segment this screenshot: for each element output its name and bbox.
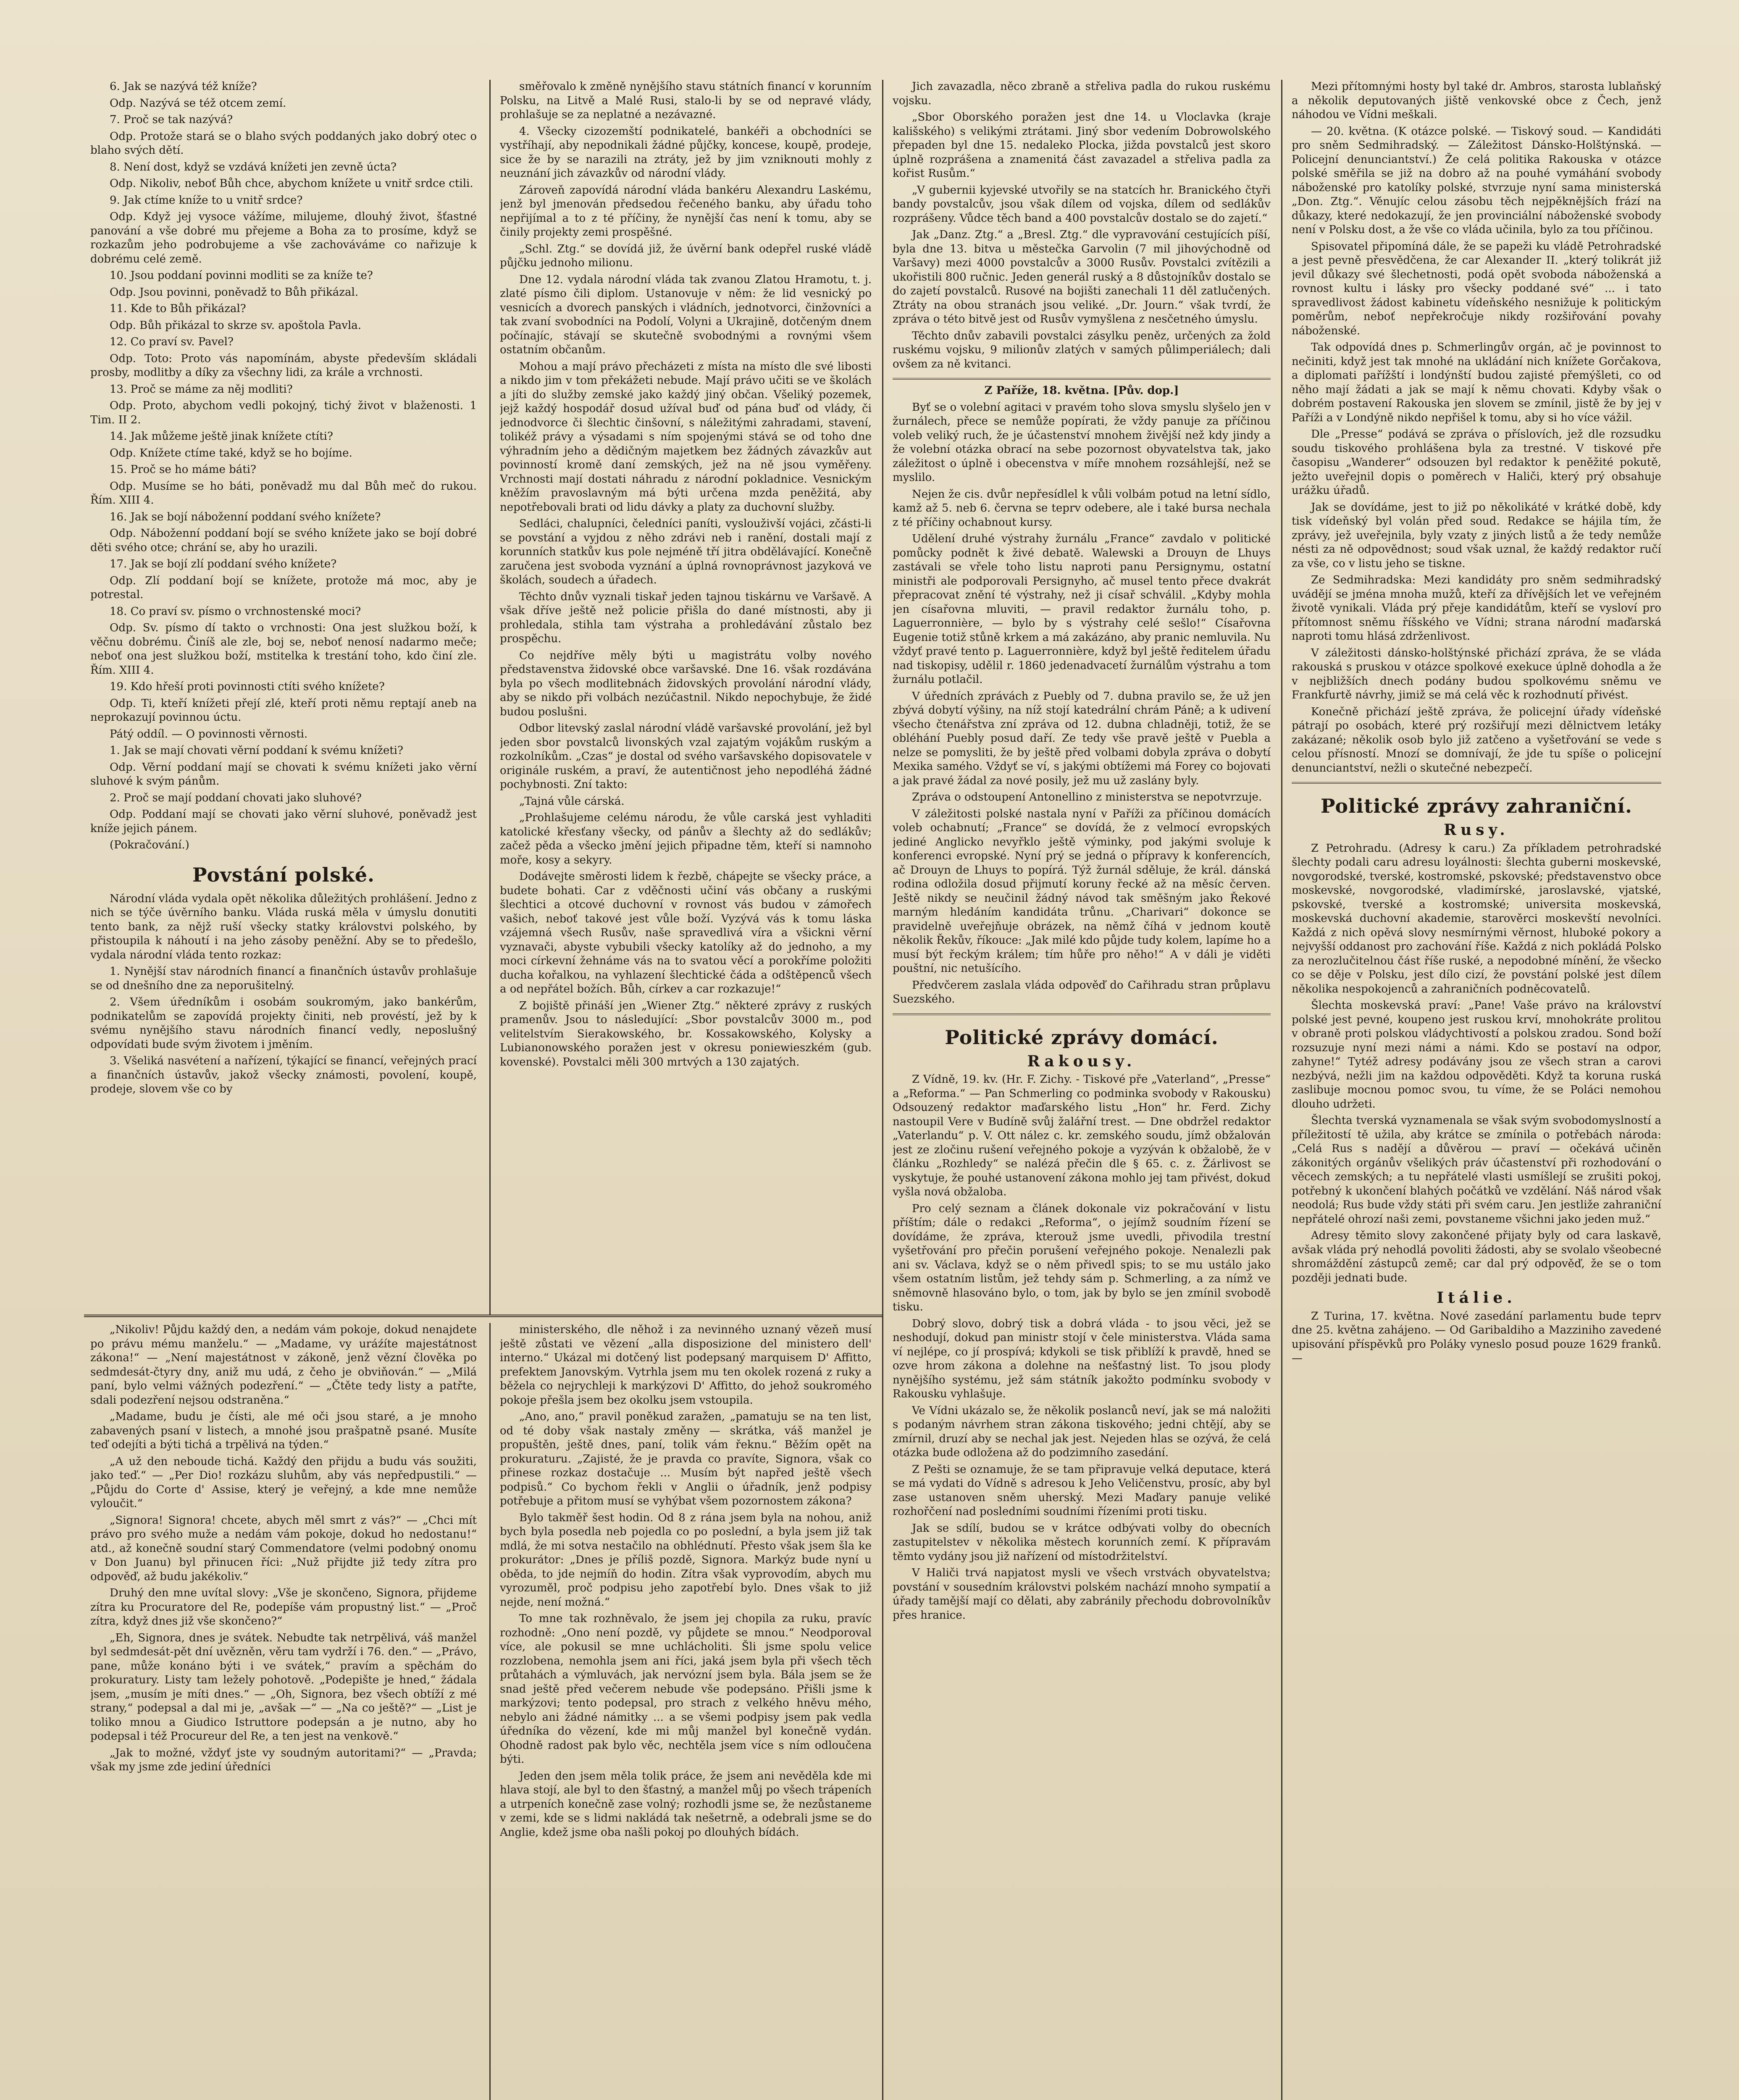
paragraph: Z bojiště přináší jen „Wiener Ztg.“ některé zprávy z ruských pramenův. Jsou to následující: „Sbor povstalcův 3000 m., pod velitelstvím Sierakowského, br. Kossakowského, Kolysky a Lubianonowského poražen jest v okresu poniewieszkém (gub. kovenské). Povstalci měli 300 mrtvých a 130 zajatých.	[500, 999, 872, 1068]
column-3	[893, 80, 1271, 2100]
feuilleton-middle-text	[500, 1323, 872, 1840]
paragraph: Odp. Protože stará se o blaho svých poddaných jako dobrý otec o blaho svých dětí.	[90, 130, 477, 157]
paragraph: Dodávejte směrosti lidem k řezbě, chápejte se všecky práce, a budete bohati. Car z vděčnosti učiní vás občany a ruskými šlechtici a otcové duchovní v rovnost vás budou v zámořech vašich, neboť takové jest vůle boží. Vyzývá vás k tomu láska vzájemná všech Rusův, naše spravedlivá víra a všickni věrní vyznavači, abyste vybubili všecky katolíky až do jednoho, a my moci církevní žehnáme vás na to svatou věcí a porokříme položiti ducha kořalkou, na vyhlazení šlechtické čáda a odštěpenců všech a od nepřátel božích. Bůh, církev a car rozkazuje!“	[500, 870, 872, 995]
paragraph: Z Petrohradu. (Adresy k caru.) Za příkladem petrohradské šlechty podali caru adresu loyálnosti: šlechta guberni moskevské, novgorodské, tverské, kostromské, pskovské; představenstvo obce moskevské, novgorodské, vladimírské, jaroslavské, vjatské, pskovské, tverské a kostromské; universita moskevská, moskevská duchovní akademie, starověrci moskevští nevolníci. Každá z nich opěvá slovy nesmírnými věrnost, hluboké pokory a nejvyšší oddanost pro zachování říše. Každá z nich pokládá Polsko za nerozlučitelnou část říše ruské, a nepodobné mínění, že všecko co se děje v Polsku, jest dílo cizí, že povstání polské jest dílem několika nespokojenců a zahraničních podněcovatelů.	[1292, 842, 1661, 995]
paragraph: Odp. Náboženní poddaní bojí se svého knížete jako se bojí dobré děti svého otce; chrání se, aby ho urazili.	[90, 527, 477, 554]
paragraph: Odp. Sv. písmo dí takto o vrchnosti: Ona jest služkou boží, k věčnu dobrému. Činíš ale zle, boj se, neboť nenosí nadarmo meče; neboť ona jest služkou boží, mstitelka k trestání toho, kdo činí zle. Řím. XIII 4.	[90, 622, 477, 677]
subheading-italie: Itálie.	[1437, 1289, 1516, 1307]
paragraph: „Tajná vůle cárská.	[519, 795, 625, 808]
paragraph: 14. Jak můžeme ještě jinak knížete ctíti?	[110, 430, 333, 443]
paragraph: Ve Vídni ukázalo se, že několik poslanců neví, jak se má naložiti s podaným návrhem stran zákona tiskového; jedni chtějí, aby se zmírnil, druzí aby se nechal jak jest. Nejeden hlas se ozývá, že celá otázka bude odložena až do podzimního zasedání.	[893, 1404, 1271, 1459]
paris-report	[893, 401, 1271, 1007]
column-2	[500, 80, 872, 1306]
paragraph: Druhý den mne uvítal slovy: „Vše je skončeno, Signora, přijdeme zítra ku Procuratore del Re, podepíše vám propustný list.“ — „Proč zítra, když dnes již vše skončeno?“	[90, 1587, 477, 1628]
paragraph: Byť se o volební agitaci v pravém toho slova smyslu slyšelo jen v žurnálech, přece se nemůže popírati, že vždy panuje za příčinou voleb veliký ruch, že je účastenství mnohem živější než kdy jindy a že volební otázka obrací na sebe pozornost obyvatelstva tak, jako záležitost o úplně i obecenstva v míře mnohem rozsáhlejší, než se myslilo.	[893, 401, 1271, 484]
paragraph: 11. Kde to Bůh přikázal?	[110, 302, 246, 315]
paragraph: Odp. Jsou povinni, poněvadž to Bůh přikázal.	[110, 286, 359, 299]
paragraph: Odp. Toto: Proto vás napomínám, abyste především skládali prosby, modlitby a díky za všechny lidi, za krále a vrchnosti.	[90, 352, 477, 379]
italy-report	[1292, 1310, 1661, 1366]
paragraph: Ze Sedmihradska: Mezi kandidáty pro sněm sedmihradský uvádějí se jména mnoha mužů, kteří za dřívějších let ve veřejném životě vynikali. Vláda prý přeje kandidátům, kteří se vysloví pro přítomnost sněmu říšského ve Vídni; strana národní maďarská naproti tomu hlásá zdrženlivost.	[1292, 574, 1661, 643]
paragraph: „Ano, ano,“ pravil poněkud zaražen, „pamatuju se na ten list, od té doby však nastaly změny — skrátka, váš manžel je propuštěn, ještě dnes, paní, tolik vám řeknu.“ Běžím opět na prokuraturu. „Zajisté, že je pravda co pravíte, Signora, však co přinese rozkaz dostačuje ... Musím být napřed ještě všech podpisů.“ Co bychom řekli v Anglii o úřadník, jenž podpisy potřebuje a přitom musí se vyhýbat všem pozornostem zákona?	[500, 1410, 872, 1507]
povstani-end	[893, 80, 1271, 371]
paragraph: 16. Jak se bojí náboženní poddaní svého knížete?	[110, 510, 381, 523]
paragraph: Šlechta moskevská praví: „Pane! Vaše právo na království polské jest pevné, koupeno jest ruskou krví, mnohokráte prolitou v obraně proti polskou vládychtivostí a polskou zradou. Sond boží rozsuzuje nyní mezi námi a námi. Kdo se postaví na odpor, zahyne!“ Tytéž adresy podávány jsou ze všech stran a carovi nezbývá, nežli jim na každou odpověděti. Když ta koruna ruská zaslibuje mocnou pomoc svou, tu víme, že se Poláci nemohou dlouho udržeti.	[1292, 999, 1661, 1110]
paragraph: Odp. Poddaní mají se chovati jako věrní sluhové, poněvadž jest kníže jejich pánem.	[90, 808, 477, 835]
paragraph: Udělení druhé výstrahy žurnálu „France“ zavdalo v politické pomůcky podnět k živé debatě. Walewski a Drouyn de Lhuys zastávali se vřele toho listu naproti panu Persignymu, ostatní ministři ale podporovali Persignyho, ač musel tento přece dvakrát přepracovat znění té výstrahy, než ji císař schválil. „Kdyby mohla jen císařovna mluviti, — pravil redaktor žurnálu toho, p. Laguerronnière, — bylo by s výstrahy celé sešlo!“ Císařovna Eugenie totiž stůně krkem a má zakázáno, aby pranic nemluvila. Nu vždyť pravé tento p. Laguerronnière, když byl ještě ředitelem úřadu nad tiskopisy, udělil r. 1860 jedenadvacetí žurnálům výstrahu a tom žurnálu potlačil.	[893, 533, 1271, 686]
section-heading-povstani: Povstání polské.	[192, 863, 375, 886]
paragraph: Odp. Nikoliv, neboť Bůh chce, abychom knížete u vnitř srdce ctili.	[110, 177, 473, 190]
paragraph: 7. Proč se tak nazývá?	[110, 113, 233, 126]
paragraph: Dne 12. vydala národní vláda tak zvanou Zlatou Hramotu, t. j. zlaté písmo čili diplom. Ustanovuje v něm: že lid vesnický po vesnicích a dvorech panských i vládních, jednotvorci, činžovníci a tak zvaní svobodníci na Podolí, Volyni a Ukrajině, dotčeným dnem počínajíc, stávají se skutečně svobodnými a rovnými všem ostatním občanům.	[500, 273, 872, 356]
divider	[893, 378, 1271, 380]
povstani-text	[90, 892, 477, 1097]
domestic-report	[893, 1073, 1271, 1622]
paragraph: 13. Proč se máme za něj modliti?	[110, 383, 293, 396]
column-rule-2	[882, 80, 883, 2100]
paragraph: Těchto dnův zabavili povstalci zásylku peněz, určených za žold ruskému vojsku, 9 milionův zlatých v samých půlimperiálech; dali ovšem za ně kvitanci.	[893, 329, 1271, 370]
paragraph: Pátý oddíl. — O povinnosti věrnosti.	[110, 727, 308, 740]
paragraph: 19. Kdo hřeší proti povinnosti ctíti svého knížete?	[110, 680, 385, 693]
paragraph: Adresy těmito slovy zakončené přijaty byly od cara laskavě, avšak vláda prý nehodlá povoliti žádosti, aby se svolalo všeobecné shromáždění zástupců země; car dal prý odpověď, že se o tom později jednati bude.	[1292, 1229, 1661, 1284]
paragraph: 12. Co praví sv. Pavel?	[110, 336, 234, 348]
paragraph: Dle „Presse“ podává se zpráva o příslovích, jež dle rozsudku soudu tiskového prohlášena byla za trestné. V tiskové pře časopisu „Wanderer“ odsouzen byl redaktor k peněžité pokutě, ježto uveřejnil dopis o poměrech v Haliči, který prý obsahuje urážku úřadů.	[1292, 428, 1661, 497]
paragraph: Odp. Knížete ctíme také, když se ho bojíme.	[110, 446, 352, 459]
paragraph: Jak se sdílí, budou se v krátce odbývati volby do obecních zastupitelstev v několika městech korunních zemí. K přípravám těmto vydány jsou již nařízení od místodržitelství.	[893, 1522, 1271, 1563]
paragraph: 10. Jsou poddaní povinni modliti se za kníže te?	[110, 269, 373, 282]
paragraph: Sedláci, chalupníci, čeledníci paníti, vyslouživší vojáci, zčásti-li se povstání a vyjdou z něho zdrávi neb i ranění, dostali mají z korunních statkův kus pole nejméně tří jitra obdělávající. Konečně zaručena jest svoboda vyznání a úplná rovnoprávnost jazyková ve školách, soudech a úřadech.	[500, 517, 872, 586]
feuilleton-middle	[500, 1323, 872, 2100]
paragraph: Národní vláda vydala opět několika důležitých prohlášení. Jedno z nich se týče úvěrního banku. Vláda ruská měla v úmyslu donutiti tento bank, za nějž ruší všecky statky královstvi polského, by přistoupila k náhoutí i na jeho zásoby peněžní. Aby se to předešlo, vydala národní vláda tento rozkaz:	[90, 892, 477, 961]
paragraph: Šlechta tverská vyznamenala se však svým svobodomyslností a příležitostí tě užila, aby krátce se zmínila o potřebách národa: „Celá Rus s nadějí a důvěrou — praví — očekává učiněn zákonitých orgánův všelikých práv účastenství při rozhodování o věcech zemských; a tu nepřátelé vlasti usmíšlejí se zrušiti pokoj, potřebný k ukončení blahých počátků ve vzdělání. Náš národ však neodolá; Rus bude vždy státi při svém caru. Jen jestliže zahraniční nepřátelé ohrozí naši zemi, povstaneme všichni jako jeden muž.“	[1292, 1114, 1661, 1226]
paragraph: Dobrý slovo, dobrý tisk a dobrá vláda - to jsou věci, jež se neshodují, dokud pan ministr stojí v čele ministerstva. Vláda sama ví nejlépe, co jí prospívá; kdykoli se tisk přiblíží k pravdě, hned se ozve hrom zákona a dolehne na nešťastný list. To jsou plody nynějšího systému, jež sám státník jakožto podmínku svobody v Rakousku vyhlašuje.	[893, 1317, 1271, 1400]
feuilleton-left	[90, 1323, 477, 2100]
paragraph: Zpráva o odstoupení Antonellino z ministerstva se nepotvrzuje.	[912, 791, 1262, 803]
paragraph: 17. Jak se bojí zlí poddaní svého knížete?	[110, 558, 337, 570]
paragraph: 9. Jak ctíme kníže to u vnitř srdce?	[110, 194, 303, 207]
paragraph: Odbor litevský zaslal národní vládě varšavské provolání, jež byl jeden sbor povstalců livonských vzal zajatým vojákům ruským a rozkolníkům. „Czas“ je dostal od svého varšavského dopisovatele v originále ruském, a praví, že autentičnost jeho nepodléhá žádné pochybnosti. Zní takto:	[500, 722, 872, 791]
russia-report	[1292, 842, 1661, 1286]
paragraph: Tak odpovídá dnes p. Schmerlingův orgán, ač je povinnost to nečiniti, když jest tak mnohé na ukládání nich knížete Gorčakova, a diplomati pařížští i londýnští budou zajisté přemýšleti, co od něho mají žádati a jak se mají k němu chovati. Kdyby však o dobrém postavení Rakouska jen slovem se zmínil, jistě že by jej v Paříži a v Londýně nikdo nepřišel k tomu, aby si ho více vážil.	[1292, 341, 1661, 424]
paragraph: Odp. Musíme se ho báti, poněvadž mu dal Bůh meč do rukou. Řím. XIII 4.	[90, 480, 477, 507]
paragraph: Mezi přítomnými hosty byl také dr. Ambros, starosta lublaňský a několik deputovaných jiště venkovské obce z Čech, jenž náhodou ve Vídni meškali.	[1292, 80, 1661, 121]
paragraph: Co nejdříve měly býti u magistrátu volby nového představenstva židovské obce varšavské. Dne 16. však rozdávána byla po všech modlitebnách židovských provolání národní vlády, aby se nikdo při volbách nezúčastnil. Nikdo nepochybuje, že židé budou poslušni.	[500, 649, 872, 718]
column-1	[90, 80, 477, 1306]
column-rule-1	[489, 80, 491, 1315]
paragraph: Jak se dovídáme, jest to již po několikáté v krátké době, kdy tisk vídeňský byl volán před soud. Redakce se hájila tím, že zprávy, jež uveřejnila, byly vzaty z jiných listů a že tedy nemůže nésti za ně odpovědnost; soud však uznal, že každý redaktor ručí za vše, co v listu jeho se tiskne.	[1292, 501, 1661, 570]
paragraph: 1. Nynější stav národních financí a finančních ústavův prohlašuje se od dnešního dne za neporušitelný.	[90, 965, 477, 992]
feuilleton-divider	[84, 1315, 882, 1317]
paragraph: Jeden den jsem měla tolik práce, že jsem ani nevěděla kde mi hlava stojí, ale byl to den šťastný, a manžel můj po všech trápeních a utrpeních konečně zase volný; rozhodli jsme se, že nezůstaneme v zemi, kde se s lidmi nakládá tak nešetrně, a odebrali jsme se do Anglie, kdež jsme oba našli pokoj po dlouhých bídách.	[500, 1769, 872, 1839]
paragraph: 15. Proč se ho máme báti?	[110, 463, 256, 476]
paragraph: Předvčerem zaslala vláda odpověď do Cařihradu stran průplavu Suezského.	[893, 979, 1271, 1005]
subheading-rusy: Rusy.	[1444, 821, 1509, 839]
paragraph: Bylo takměř šest hodin. Od 8 z rána jsem byla na nohou, aniž bych byla posedla neb pojedla co po poslední, a byla jsem již tak mdlá, že mi sotva nestačilo na obhlédnutí. Přesto však jsem šla ke prokurátor: „Dnes je příliš pozdě, Signora. Markýz bude nyní u oběda, to jde nejmíň do hodin. Zítra však vyprovodím, abych mu vyrozuměl, proč podpisu jeho zapotřebí bylo. Dnes však to již nejde, není možná.“	[500, 1511, 872, 1609]
paragraph: Konečně přichází ještě zpráva, že policejní úřady vídeňské pátrají po osobách, které prý rozšiřují mezi dělnictvem letáky zakázané; několik osob bylo již zatčeno a vyšetřování se vede s celou přísností. Mnozí se domnívají, že jde tu spíše o policejní denunciantství, nežli o skutečné nebezpečí.	[1292, 705, 1661, 774]
divider	[893, 1013, 1271, 1015]
catechism-text	[90, 80, 477, 853]
paragraph: Odp. Bůh přikázal to skrze sv. apoštola Pavla.	[110, 319, 362, 332]
paragraph: 8. Není dost, když se vzdává knížeti jen zevně úcta?	[110, 160, 397, 173]
paragraph: 2. Proč se mají poddaní chovati jako sluhové?	[110, 791, 362, 804]
paragraph: Odp. Proto, abychom vedli pokojný, tichý život v blaženosti. 1 Tim. II 2.	[90, 399, 477, 426]
paragraph: „V gubernii kyjevské utvořily se na statcích hr. Branického čtyři bandy povstalcův, jsou však dílem od vojska, dílem od sedlákův rozprášeny. Vůdce těch band a 400 povstalcův dostalo se do zajetí.“	[893, 184, 1271, 225]
paragraph: „Prohlašujeme celému národu, že vůle carská jest vyhladiti katolické křesťany všecky, od pánův a šlechty až do sedlákův; začež pěda a všecko jmění jejich připadne těm, kteří si namnoho moře, kosy a sekyry.	[500, 811, 872, 866]
paragraph: Odp. Nazývá se též otcem zemí.	[110, 97, 286, 110]
paragraph: Mohou a mají právo přecházeti z místa na místo dle své libosti a nikdo jim v tom překážeti nebude. Mají právo učiti se ve školách a jíti do služby zemské jako každý jiný občan. Všeliký pozemek, jejž každý hospodář dosud užíval buď od pána buď od vlády, či jednodvorce či šlechtic činšovní, s náležitými zahradami, stavení, tolikéž právy a výsadami s ním spojenými stává se od toho dne výhradním jeho a dědičným majetkem bez žádných závazkův aut povinností kromě daní zemských, jež na ně jsou vyměřeny. Vrchnosti mají dostati náhradu z národní pokladnice. Vesnickým kněžím pravoslavným má býti určena mzda peněžitá, aby nepotřebovali brati od lidu dávky a platy za duchovní služby.	[500, 360, 872, 514]
paragraph: 2. Všem úředníkům i osobám soukromým, jako bankérům, podnikatelům se zapovídá projekty činiti, neb provéstí, jež by k svému nynějšího stavu národních financí vedly, neposlušný odpovídati bude svým životem i jměním.	[90, 996, 477, 1051]
subheading-rakousy: Rakousy.	[1027, 1052, 1136, 1070]
paragraph: Z Turina, 17. května. Nové zasedání parlamentu bude teprv dne 25. května zahájeno. — Od Garibaldiho a Mazziniho zavedené upisování příspěvků pro Poláky vyneslo posud pouze 1629 franků. —	[1292, 1310, 1661, 1365]
paragraph: V záležitosti dánsko-holštýnské přichází zpráva, že se vláda rakouská s pruskou v otázce spolkové exekuce úplně dohodla a že v nejbližších dnech podány budou spolkovému sněmu ve Frankfurtě návrhy, jimiž se má celá věc k rozhodnutí přivést.	[1292, 646, 1661, 701]
paragraph: Spisovatel připomíná dále, že se papeži ku vládě Petrohradské a jest pevně přesvědčena, že car Alexander II. „který tolikrát již jevil důkazy své šlechetnosti, podá opět svoboda náboženská a rovnost kultu i lásky pro všecky poddané své“ ... i tato spravedlivost žádost kabinetu vídeňského nesnižuje k politickým poměrům, neboť nepřekročuje nikdy rozšiřování povahy náboženské.	[1292, 240, 1661, 337]
paragraph: — 20. května. (K otázce polské. — Tiskový soud. — Kandidáti pro sněm Sedmihradský. — Záležitost Dánsko-Holštýnská. — Policejní denunciantství.) Že celá politika Rakouska v otázce polské směřila se již na dobro až na pouhé vymáhání svobody náboženské pro katolíky polské, stvrzuje nyní sama ministerská „Don. Ztg.“. Věnujíc celou zásobu těch nejpěknějších frází na důkazy, které nedokazují, že jen provinciální náboženské svobody není v Polsku dost, a že vše co vláda učinila, bylo za tou příčinou.	[1292, 125, 1661, 236]
paragraph: 3. Všeliká nasvétení a nařízení, týkající se financí, veřejných prací a finančních ústavův, jakož všecky známosti, povolení, koupě, prodeje, slovem vše co by	[90, 1055, 477, 1095]
paris-dateline: Z Paříže, 18. května. [Pův. dop.]	[984, 384, 1179, 397]
paragraph: „Madame, budu je čísti, ale mé oči jsou staré, a je mnoho zabavených psaní v listech, a mnohé jsou prašpatně psané. Musíte teď odejíti a býti tichá a trpělivá na týden.“	[90, 1410, 477, 1451]
paragraph: Nejen že cis. dvůr nepřesídlel k vůli volbám potud na letní sídlo, kamž až 5. neb 6. června se teprv odebere, ale i také bursa nechala z té příčiny ochabnout kursy.	[893, 488, 1271, 529]
paragraph: 18. Co praví sv. písmo o vrchnostenské moci?	[110, 605, 361, 618]
column-rule-bottom-mid	[489, 1323, 491, 2100]
paragraph: 4. Všecky cizozemští podnikatelé, bankéři a obchodníci se vystříhají, aby nepodnikali žádné půjčky, koncese, koupě, prodeje, sice že by se narazili na ztráty, jež by jim vzniknouti mohly z neuznání jich závazkův od národní vlády.	[500, 125, 872, 180]
divider	[1292, 782, 1661, 784]
paragraph: V Haliči trvá napjatost mysli ve všech vrstvách obyvatelstva; povstání v sousedním královstvi polském nachází mnoho sympatií a úřady tamější mají co dělati, aby zabránily přechodu dobrovolníkův přes hranice.	[893, 1567, 1271, 1622]
paragraph: To mne tak rozhněvalo, že jsem jej chopila za ruku, pravíc rozhodně: „Ono není pozdě, vy půjdete se mnou.“ Neodporoval více, ale pokusil se mne uchlácholiti. Šli jsme spolu velice rozzlobena, nemohla jsem ani říci, jaká jsem byla při všech těch průtahách a výmluvách, jak nervózní jsem byla. Bála jsem se že snad ještě před večerem nebude vše podepsáno. Přišli jsme k markýzovi; tento podepsal, pro strach z velkého hněvu mého, nebylo ani žádné námitky ... a se všemi podpisy jsem pak vedla úředníka do vězení, kde mi můj manžel byl konečně vydán. Ohodně radost pak bylo věc, nechtěla jsem více s ním odloučena býti.	[500, 1612, 872, 1766]
section-heading-foreign: Politické zprávy zahraniční.	[1321, 795, 1632, 817]
povstani-continued	[500, 80, 872, 1069]
paragraph: V záležitosti polské nastala nyní v Paříži za příčinou domácích voleb ochabnutí; „France“ se dovídá, že z velmocí evropských jediné Anglicko nevyřklo ještě výminky, pod jakými svoluje k konferenci evropské. Nyní prý se jedná o přípravy k konferencích, ač Drouyn de Lhuys to popírá. Týž žurnál sděluje, že král. dánská rodina odložila dosud přijmutí koruny řecké až na měsíc červen. Ještě nikdy se neučinil žádný návod tak směšným jako Řekové marným hledáním kandidáta trůnu. „Charivari“ dokonce se pravidelně uveřejňuje obrázek, na němž číhá v jednom koutě několik Řekův, říkouce: „Jak milé kdo půjde tudy kolem, lapíme ho a musí být řeckým králem; tím hůře pro něho!“ A v dáli je viděti pouštní, nic netušícího.	[893, 807, 1271, 975]
paragraph: 1. Jak se mají chovati věrní poddaní k svému knížeti?	[110, 744, 403, 757]
paragraph: Odp. Když jej vysoce vážíme, milujeme, dlouhý život, šťastné panování a vše dobré mu přejeme a Boha za to prosíme, když se rozkazům jeho podrobujeme a vše zachováváme co nařizuje k dobrému celé země.	[90, 210, 477, 265]
paragraph: V úředních zprávách z Puebly od 7. dubna pravilo se, že už jen zbývá dobytí výšiny, na níž stojí katedrální chrám Páně; a k udivení všecho čtenářstva zní zpráva od 12. dubna chladněji, totiž, že se obléhání Puebly posud daří. Ze tedy vše pravě ještě v Puebla a nelze se pomysliti, že by ještě před volbami dobyla zpráva o dobytí Mexika samého. Vždyť se ví, s jakými obtížemi má Forey co bojovati a jak pravé žádal za nové posily, jež mu už zaslány byly.	[893, 690, 1271, 787]
paragraph: „Sbor Oborského poražen jest dne 14. u Vloclavka (kraje kališského) s velikými ztrátami. Jiný sbor vedením Dobrowolského přepaden byl dne 15. nedaleko Plocka, jižda povstalců jest skoro úplně rozprášena a znamenitá část zavazadel a střeliva padla za kořist Rusům.“	[893, 111, 1271, 180]
column-4	[1292, 80, 1661, 2100]
paragraph: Těchto dnův vyznali tiskař jeden tajnou tiskárnu ve Varšavě. A však dříve ještě než policie přišla do dané místnosti, aby ji prohledala, stihla tam výstraha a prohledávání zůstalo bez prospěchu.	[500, 590, 872, 645]
paragraph: Jak „Danz. Ztg.“ a „Bresl. Ztg.“ dle vypravování cestujících píší, byla dne 13. bitva u městečka Garvolin (7 mil jihovýchodně od Varšavy) mezi 4000 povstalcův a 3000 Rusův. Povstalci zvítězili a ukořistili 800 ručnic. Jeden generál ruský a 8 důstojníkův dostalo se do zajetí povstalců. Rusové na bojišti zanechali 11 děl zatlučených. Ztráty na obou stranách jsou veliké. „Dr. Journ.“ však tvrdí, že zpráva o této bitvě jest od Rusův vymyšlena z nesčetného úmyslu.	[893, 228, 1271, 326]
paragraph: „Eh, Signora, dnes je svátek. Nebudte tak netrpělivá, váš manžel byl sedmdesát-pět dní uvězněn, věru tam vydrží i 76. den.“ — „Právo, pane, může konáno býti i ve svátek,“ pravím a spěchám do prokuratury. Listy tam ležely pohotově. „Podepište je hned,“ žádala jsem, „musím je míti dnes.“ — „Oh, Signora, bez všech obtíží z mé strany,“ podepsal a dal mi je, „avšak —“ — „Na co ještě?“ — „List je toliko mnou a Giudico Istruttore podepsán a je nutno, aby ho podepsal i též Procureur del Re, a ten jest na venkově.“	[90, 1631, 477, 1743]
paragraph: Zároveň zapovídá národní vláda bankéru Alexandru Laskému, jenž byl jmenován předsedou řečeného banku, aby úřadu toho nepřijímal a to z té příčiny, že nynější čas není k tomu, aby se činily projekty zemi prospěšné.	[500, 184, 872, 239]
paragraph: „Schl. Ztg.“ se dovídá již, že úvěrní bank odepřel ruské vládě půjčku jednoho milionu.	[500, 242, 872, 269]
paragraph: Pro celý seznam a článek dokonale viz pokračování v listu příštím; dále o redakci „Reforma“, o jejímž soudním řízení se dovídáme, že zpráva, kterouž jsme uvedli, přivodila trestní vyšetřování pro přečin porušení veřejného pokoje. Nenalezli pak ani sv. Václava, když se o něm přivedl spis; to se mu ustálo jako všem ostatním listům, jež tehdy sám p. Schmerling, a za nímž ve sněmovně hlasováno bylo, o tom, jak by bylo se jen zmínil svobodě tisku.	[893, 1202, 1271, 1313]
vienna-report	[1292, 80, 1661, 775]
paragraph: (Pokračování.)	[110, 839, 189, 851]
paragraph: Z Pešti se oznamuje, že se tam připravuje velká deputace, která se má vydati do Vídně s adresou k Jeho Veličenstvu, prosíc, aby byl zase ustanoven sněm uherský. Mezi Maďary panuje veliké rozhořčení nad posledními soudními řízeními proti tisku.	[893, 1463, 1271, 1518]
paragraph: „Jak to možné, vždyť jste vy soudným autoritami?“ — „Pravda; však my jsme zde jediní úředníci	[90, 1746, 477, 1773]
paragraph: „Nikoliv! Půjdu každý den, a nedám vám pokoje, dokud nenajdete po právu mému manželu.“ — „Madame, vy uráźíte majestátnost zákona!“ — „Není majestátnost v zákoně, jenž vězní člověka po sedmdesát-čtyry dny, aniž mu udá, z čeho je obviňován.“ — „Milá paní, bylo velmi vážných podezření.“ — „Čtěte tedy listy a patřte, sdali podezření nejsou odstraněna.“	[90, 1323, 477, 1407]
paragraph: Odp. Věrní poddaní mají se chovati k svému knížeti jako věrní sluhové k svým pánům.	[90, 761, 477, 788]
paragraph: 6. Jak se nazývá též kníže?	[110, 80, 257, 93]
paragraph: Odp. Ti, kteří knížeti přejí zlé, kteří proti němu reptají aneb na neprokazují povinnou úctu.	[90, 697, 477, 724]
paragraph: „A už den neboude tichá. Každý den přijdu a budu vás soužiti, jako teď.“ — „Per Dio! rozkázu sluhům, aby vás nepředpustili.“ — „Půjdu do Corte d' Assise, který je veřejný, a kde mne nemůže vyloučit.“	[90, 1455, 477, 1510]
section-heading-domestic: Politické zprávy domácí.	[945, 1026, 1219, 1049]
feuilleton-left-text	[90, 1323, 477, 1774]
paragraph: „Signora! Signora! chcete, abych měl smrt z vás?“ — „Chci mít právo pro svého muže a nedám vám pokoje, dokud ho nedostanu!“ atd., až konečně soudní starý Commendatore (velmi podobný onomu v Don Juanu) byl přinucen říci: „Nuž přijdte již tedy zítra pro odpověď, až budu jakékoliv.“	[90, 1514, 477, 1583]
paragraph: ministerského, dle něhož i za nevinného uznaný vězeň musí ještě zůstati ve vězení „alla disposizione del ministero dell' interno.“ Ukázal mi dotčený list podepsaný marquisem D' Affitto, prefektem Janovským. Vytrhla jsem mu ten okolek rozená z ruky a běžela co nejrychleji k markýzovi D' Affitto, do jehož soukromého pokoje přešla jsem bez okolku jsem vstoupila.	[500, 1323, 872, 1407]
paragraph: Jich zavazadla, něco zbraně a střeliva padla do rukou ruskému vojsku.	[893, 80, 1271, 107]
column-rule-3	[1281, 80, 1282, 2100]
paragraph: Odp. Zlí poddaní bojí se knížete, protože má moc, aby je potrestal.	[90, 574, 477, 601]
paragraph: směřovalo k změně nynějšího stavu státních financí v korunním Polsku, na Litvě a Malé Rusi, stalo-li by se od nepravé vlády, prohlašuje se za neplatné a nezávazné.	[500, 80, 872, 121]
paragraph: Z Vídně, 19. kv. (Hr. F. Zichy. - Tiskové pře „Vaterland“, „Presse“ a „Reforma.“ — Pan Schmerling co podminka svobody v Rakousku) Odsouzený redaktor maďarského listu „Hon“ hr. Ferd. Zichy nastoupil Vere v Budíně svůj žalářní trest. — Dne obdržel redaktor „Vaterlandu“ p. V. Ott nález c. kr. zemského soudu, jímž obžalován jest ze zločinu rušení veřejného pokoje a vyzýván k obžalobě, že v článku „Rozhledy“ se nalézá přečin dle § 65. c. z. Žárlivost se vyskytuje, že pouhé ustanovení zákona mohlo jej tam přivést, dokud vyšla nová obžaloba.	[893, 1073, 1271, 1198]
